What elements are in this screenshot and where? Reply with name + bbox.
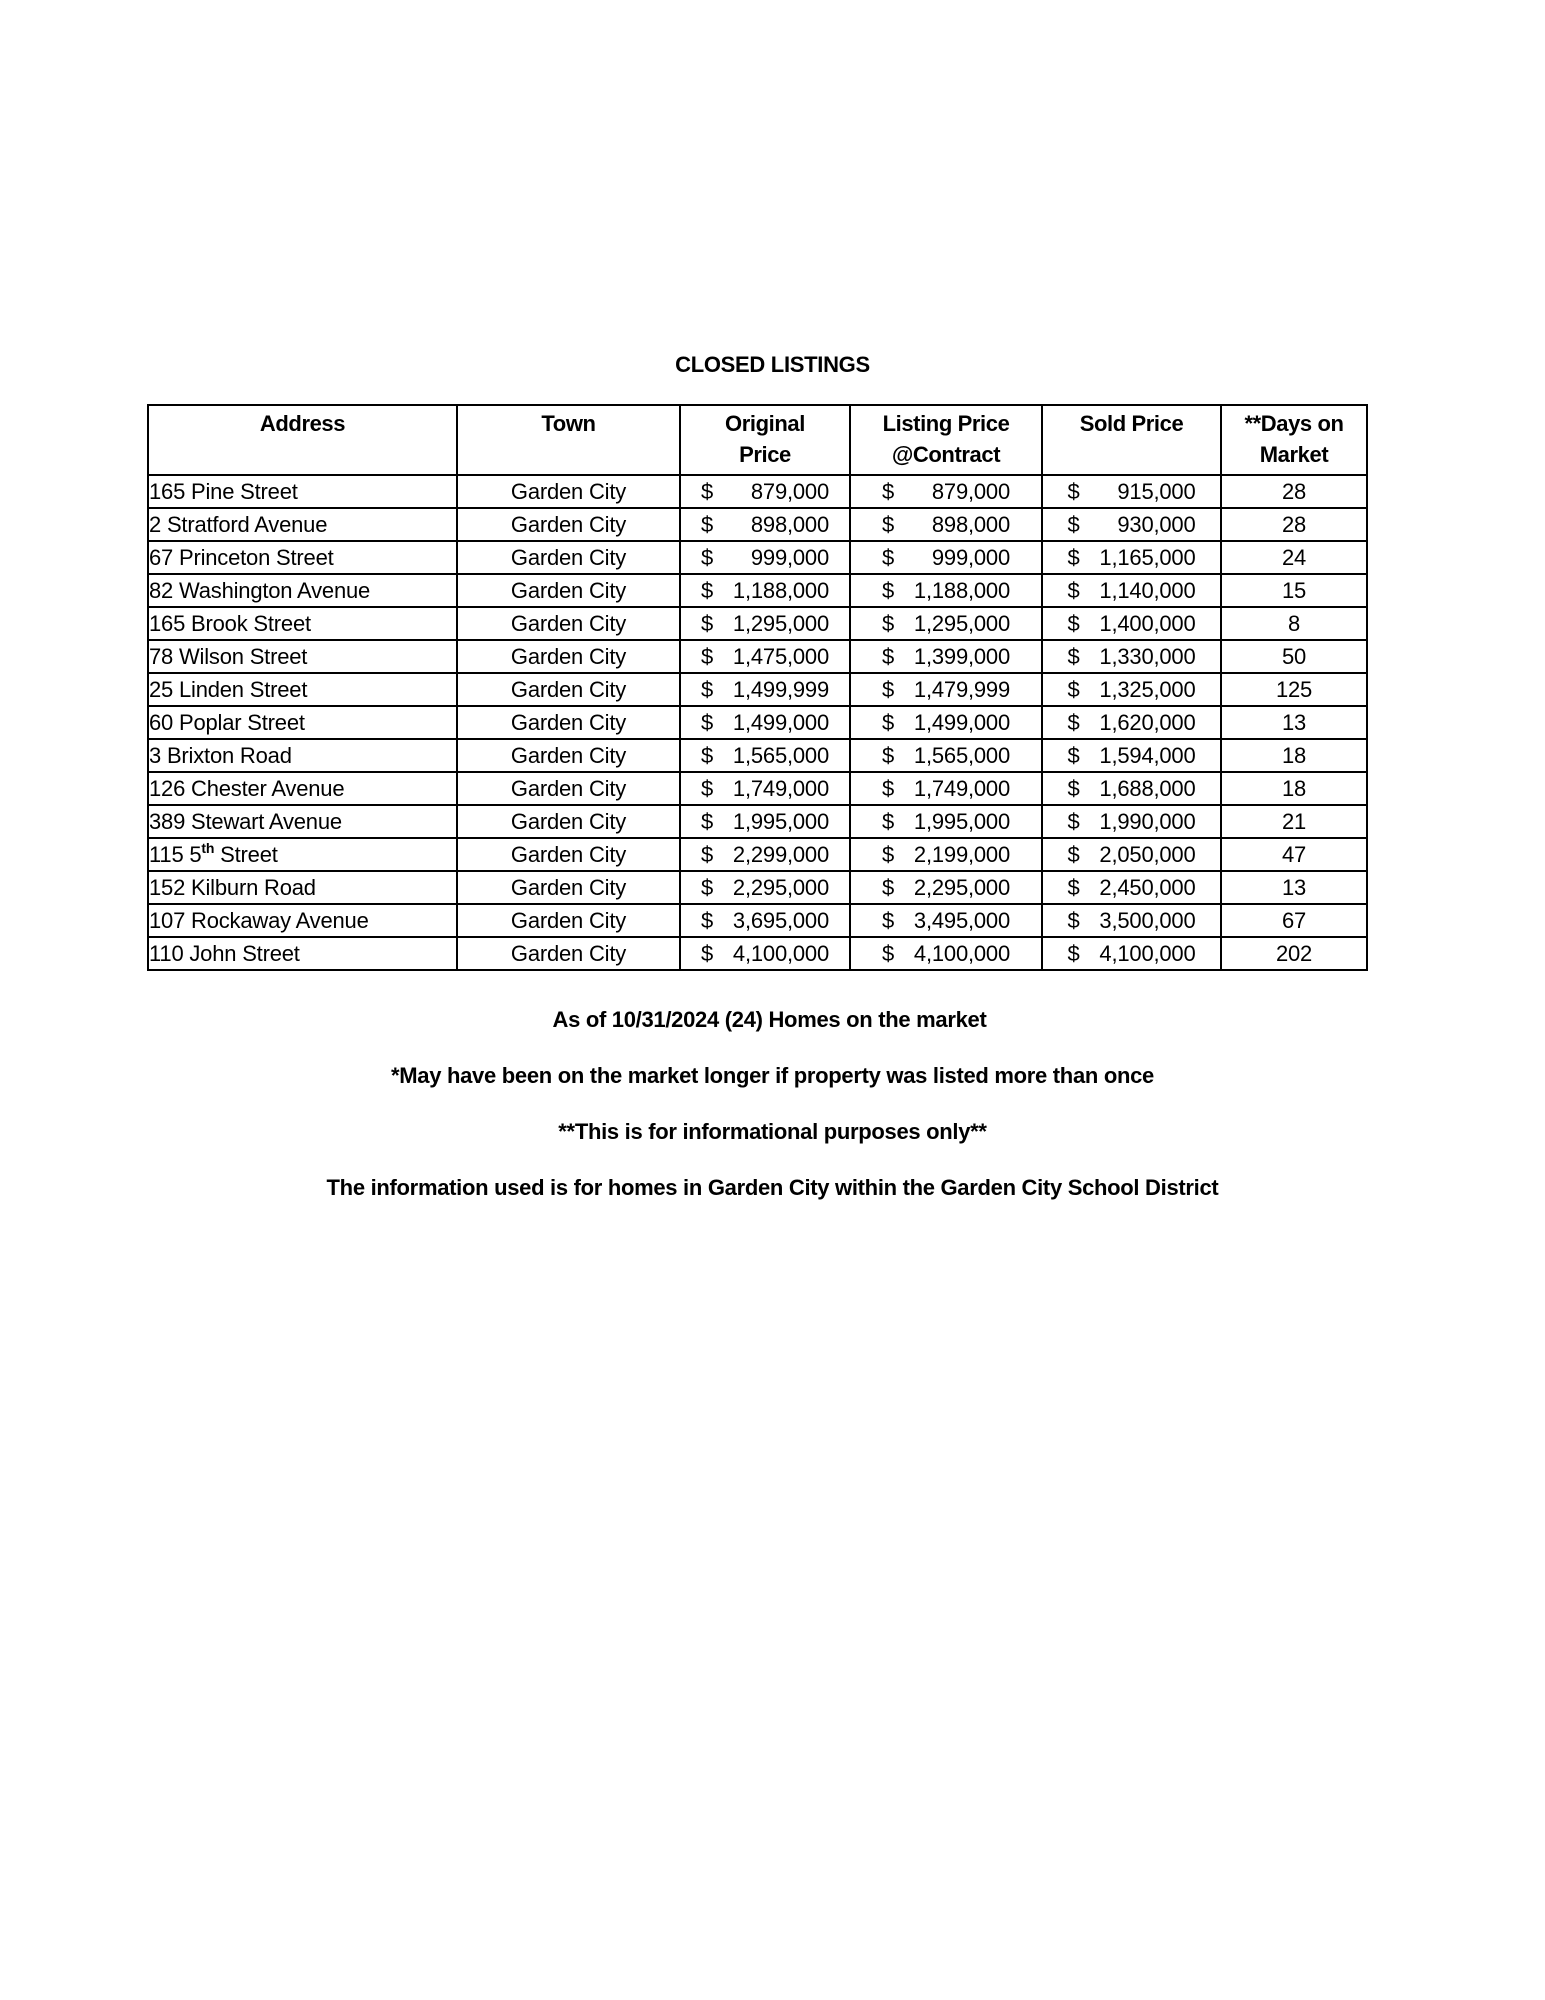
price-amount: 3,495,000 — [913, 908, 1010, 933]
address-text: 78 Wilson Street — [149, 644, 308, 669]
cell-original-price — [680, 871, 850, 904]
price-value — [1068, 608, 1196, 639]
currency-symbol: $ — [1067, 545, 1080, 570]
cell-sold-price — [1042, 673, 1221, 706]
cell-town: Garden City — [457, 574, 680, 607]
price-amount: 3,500,000 — [1099, 908, 1196, 933]
cell-days-on-market: 15 — [1221, 574, 1367, 607]
cell-town: Garden City — [457, 871, 680, 904]
closed-listings-table — [147, 404, 1368, 971]
price-value — [701, 641, 829, 672]
price-amount: 2,295,000 — [732, 875, 829, 900]
price-amount: 1,400,000 — [1099, 611, 1196, 636]
cell-days-on-market: 28 — [1221, 475, 1367, 508]
header-label: @Contract — [891, 442, 1001, 467]
currency-symbol: $ — [882, 941, 895, 966]
cell-days-on-market: 8 — [1221, 607, 1367, 640]
cell-listing-price — [850, 904, 1042, 937]
price-amount: 1,990,000 — [1099, 809, 1196, 834]
currency-symbol: $ — [882, 512, 895, 537]
price-amount: 2,299,000 — [732, 842, 829, 867]
currency-symbol: $ — [701, 545, 714, 570]
price-amount: 1,479,999 — [913, 677, 1010, 702]
currency-symbol: $ — [701, 809, 714, 834]
price-value — [1068, 839, 1196, 870]
table-row — [148, 475, 1367, 508]
table-row — [148, 937, 1367, 970]
price-value — [882, 872, 1010, 903]
currency-symbol: $ — [701, 908, 714, 933]
price-value — [882, 608, 1010, 639]
cell-days-on-market: 67 — [1221, 904, 1367, 937]
table-row — [148, 541, 1367, 574]
price-amount: 879,000 — [750, 479, 829, 504]
currency-symbol: $ — [882, 611, 895, 636]
price-value — [701, 740, 829, 771]
address-text: 107 Rockaway Avenue — [149, 908, 369, 933]
table-row — [148, 871, 1367, 904]
cell-sold-price — [1042, 772, 1221, 805]
price-value — [882, 575, 1010, 606]
currency-symbol: $ — [882, 644, 895, 669]
currency-symbol: $ — [701, 743, 714, 768]
cell-days-on-market: 18 — [1221, 739, 1367, 772]
price-amount: 1,565,000 — [732, 743, 829, 768]
price-amount: 915,000 — [1117, 479, 1196, 504]
price-amount: 1,165,000 — [1099, 545, 1196, 570]
table-row — [148, 772, 1367, 805]
price-value — [701, 575, 829, 606]
cell-listing-price — [850, 937, 1042, 970]
currency-symbol: $ — [1067, 710, 1080, 735]
price-amount: 1,995,000 — [913, 809, 1010, 834]
address-text: 165 Pine Street — [149, 479, 298, 504]
price-value — [701, 542, 829, 573]
price-value — [701, 608, 829, 639]
price-value — [882, 542, 1010, 573]
price-amount: 2,450,000 — [1099, 875, 1196, 900]
cell-sold-price — [1042, 805, 1221, 838]
header-label: Address — [259, 411, 346, 436]
table-row — [148, 607, 1367, 640]
cell-town: Garden City — [457, 673, 680, 706]
cell-address — [148, 673, 457, 706]
address-ordinal-suffix: th — [201, 840, 215, 856]
cell-listing-price — [850, 541, 1042, 574]
cell-original-price — [680, 508, 850, 541]
cell-original-price — [680, 607, 850, 640]
currency-symbol: $ — [882, 578, 895, 603]
currency-symbol: $ — [1067, 578, 1080, 603]
currency-symbol: $ — [1067, 479, 1080, 504]
header-label: Price — [739, 442, 791, 467]
price-value — [1068, 476, 1196, 507]
currency-symbol: $ — [882, 545, 895, 570]
price-value — [882, 773, 1010, 804]
cell-sold-price — [1042, 838, 1221, 871]
price-amount: 2,295,000 — [913, 875, 1010, 900]
cell-sold-price — [1042, 706, 1221, 739]
price-value — [882, 938, 1010, 969]
cell-listing-price — [850, 739, 1042, 772]
price-value — [1068, 707, 1196, 738]
price-amount: 1,594,000 — [1099, 743, 1196, 768]
cell-address — [148, 541, 457, 574]
price-amount: 1,749,000 — [732, 776, 829, 801]
currency-symbol: $ — [1067, 776, 1080, 801]
currency-symbol: $ — [1067, 908, 1080, 933]
currency-symbol: $ — [882, 875, 895, 900]
price-value — [701, 905, 829, 936]
table-row — [148, 904, 1367, 937]
column-header-original-price — [680, 405, 850, 475]
price-value — [701, 773, 829, 804]
cell-days-on-market: 24 — [1221, 541, 1367, 574]
cell-sold-price — [1042, 937, 1221, 970]
cell-listing-price — [850, 805, 1042, 838]
address-text: 67 Princeton Street — [149, 545, 334, 570]
cell-days-on-market: 18 — [1221, 772, 1367, 805]
cell-sold-price — [1042, 640, 1221, 673]
cell-address — [148, 475, 457, 508]
cell-town: Garden City — [457, 838, 680, 871]
price-value — [701, 938, 829, 969]
price-value — [1068, 872, 1196, 903]
cell-town: Garden City — [457, 541, 680, 574]
currency-symbol: $ — [882, 842, 895, 867]
page-title: CLOSED LISTINGS — [675, 352, 870, 377]
column-header-address — [148, 405, 457, 475]
price-amount: 879,000 — [931, 479, 1010, 504]
cell-town: Garden City — [457, 508, 680, 541]
price-value — [882, 839, 1010, 870]
currency-symbol: $ — [1067, 941, 1080, 966]
price-value — [1068, 905, 1196, 936]
table-row — [148, 508, 1367, 541]
currency-symbol: $ — [701, 611, 714, 636]
header-label: Market — [1259, 442, 1329, 467]
address-text: 389 Stewart Avenue — [149, 809, 342, 834]
cell-original-price — [680, 904, 850, 937]
table-row — [148, 640, 1367, 673]
price-amount: 2,050,000 — [1099, 842, 1196, 867]
cell-original-price — [680, 640, 850, 673]
price-value — [882, 641, 1010, 672]
cell-sold-price — [1042, 475, 1221, 508]
header-label: Sold Price — [1079, 411, 1184, 436]
cell-original-price — [680, 739, 850, 772]
currency-symbol: $ — [1067, 875, 1080, 900]
cell-original-price — [680, 706, 850, 739]
currency-symbol: $ — [882, 908, 895, 933]
cell-original-price — [680, 673, 850, 706]
currency-symbol: $ — [882, 710, 895, 735]
price-amount: 1,499,999 — [732, 677, 829, 702]
table-body — [148, 475, 1367, 970]
cell-days-on-market: 202 — [1221, 937, 1367, 970]
price-value — [701, 806, 829, 837]
cell-town: Garden City — [457, 475, 680, 508]
address-text-rest: Street — [214, 842, 278, 867]
market-count-note: As of 10/31/2024 (24) Homes on the market — [552, 1007, 987, 1032]
cell-listing-price — [850, 607, 1042, 640]
price-amount: 1,188,000 — [913, 578, 1010, 603]
cell-town: Garden City — [457, 706, 680, 739]
header-label: Original — [725, 411, 805, 436]
cell-address — [148, 739, 457, 772]
price-value — [882, 509, 1010, 540]
cell-town: Garden City — [457, 937, 680, 970]
price-value — [701, 476, 829, 507]
cell-address — [148, 772, 457, 805]
price-amount: 1,995,000 — [732, 809, 829, 834]
table-row — [148, 673, 1367, 706]
price-amount: 1,140,000 — [1099, 578, 1196, 603]
price-value — [701, 839, 829, 870]
price-amount: 1,475,000 — [732, 644, 829, 669]
currency-symbol: $ — [701, 875, 714, 900]
column-header-days-on-market — [1221, 405, 1367, 475]
currency-symbol: $ — [701, 644, 714, 669]
cell-sold-price — [1042, 739, 1221, 772]
currency-symbol: $ — [701, 578, 714, 603]
price-value — [882, 674, 1010, 705]
table-header-row — [148, 405, 1367, 475]
address-text: 115 5 — [149, 842, 202, 867]
cell-days-on-market: 125 — [1221, 673, 1367, 706]
currency-symbol: $ — [882, 479, 895, 504]
cell-original-price — [680, 805, 850, 838]
cell-original-price — [680, 772, 850, 805]
currency-symbol: $ — [1067, 842, 1080, 867]
price-value — [1068, 740, 1196, 771]
currency-symbol: $ — [882, 776, 895, 801]
cell-listing-price — [850, 475, 1042, 508]
column-header-town — [457, 405, 680, 475]
address-text: 165 Brook Street — [149, 611, 311, 636]
price-amount: 1,188,000 — [732, 578, 829, 603]
cell-sold-price — [1042, 574, 1221, 607]
cell-address — [148, 508, 457, 541]
cell-address — [148, 607, 457, 640]
price-value — [882, 476, 1010, 507]
cell-original-price — [680, 541, 850, 574]
cell-town: Garden City — [457, 904, 680, 937]
cell-original-price — [680, 574, 850, 607]
informational-note: **This is for informational purposes only** — [558, 1119, 987, 1144]
cell-days-on-market: 13 — [1221, 871, 1367, 904]
currency-symbol: $ — [701, 710, 714, 735]
currency-symbol: $ — [1067, 611, 1080, 636]
cell-town: Garden City — [457, 772, 680, 805]
cell-address — [148, 838, 457, 871]
price-amount: 1,399,000 — [913, 644, 1010, 669]
cell-address — [148, 805, 457, 838]
cell-listing-price — [850, 673, 1042, 706]
currency-symbol: $ — [1067, 677, 1080, 702]
currency-symbol: $ — [701, 776, 714, 801]
price-amount: 930,000 — [1117, 512, 1196, 537]
price-value — [1068, 674, 1196, 705]
table-row — [148, 706, 1367, 739]
column-header-sold-price — [1042, 405, 1221, 475]
currency-symbol: $ — [701, 479, 714, 504]
price-value — [701, 674, 829, 705]
currency-symbol: $ — [1067, 512, 1080, 537]
address-text: 82 Washington Avenue — [149, 578, 371, 603]
price-amount: 999,000 — [931, 545, 1010, 570]
price-amount: 1,295,000 — [732, 611, 829, 636]
currency-symbol: $ — [701, 941, 714, 966]
cell-address — [148, 871, 457, 904]
cell-sold-price — [1042, 607, 1221, 640]
cell-sold-price — [1042, 871, 1221, 904]
currency-symbol: $ — [1067, 809, 1080, 834]
price-value — [882, 707, 1010, 738]
cell-address — [148, 706, 457, 739]
price-value — [1068, 806, 1196, 837]
currency-symbol: $ — [701, 512, 714, 537]
cell-address — [148, 640, 457, 673]
price-amount: 1,749,000 — [913, 776, 1010, 801]
cell-listing-price — [850, 838, 1042, 871]
price-amount: 1,325,000 — [1099, 677, 1196, 702]
address-text: 3 Brixton Road — [149, 743, 292, 768]
cell-listing-price — [850, 508, 1042, 541]
currency-symbol: $ — [882, 677, 895, 702]
address-text: 152 Kilburn Road — [149, 875, 316, 900]
price-amount: 1,499,000 — [732, 710, 829, 735]
price-amount: 3,695,000 — [732, 908, 829, 933]
cell-original-price — [680, 475, 850, 508]
price-amount: 1,330,000 — [1099, 644, 1196, 669]
cell-town: Garden City — [457, 640, 680, 673]
price-amount: 1,620,000 — [1099, 710, 1196, 735]
cell-days-on-market: 47 — [1221, 838, 1367, 871]
cell-days-on-market: 28 — [1221, 508, 1367, 541]
address-text: 126 Chester Avenue — [149, 776, 345, 801]
cell-listing-price — [850, 640, 1042, 673]
cell-town: Garden City — [457, 607, 680, 640]
cell-sold-price — [1042, 904, 1221, 937]
table-row — [148, 574, 1367, 607]
currency-symbol: $ — [1067, 644, 1080, 669]
price-value — [1068, 509, 1196, 540]
column-header-listing-price — [850, 405, 1042, 475]
price-value — [1068, 938, 1196, 969]
price-value — [1068, 542, 1196, 573]
cell-sold-price — [1042, 541, 1221, 574]
table-row — [148, 805, 1367, 838]
district-note: The information used is for homes in Garden City within the Garden City School District — [326, 1175, 1219, 1200]
cell-listing-price — [850, 772, 1042, 805]
cell-town: Garden City — [457, 739, 680, 772]
address-text: 25 Linden Street — [149, 677, 308, 702]
days-disclaimer-note: *May have been on the market longer if property was listed more than once — [391, 1063, 1154, 1088]
cell-original-price — [680, 937, 850, 970]
price-value — [882, 806, 1010, 837]
currency-symbol: $ — [701, 842, 714, 867]
price-amount: 1,688,000 — [1099, 776, 1196, 801]
price-value — [1068, 773, 1196, 804]
cell-days-on-market: 21 — [1221, 805, 1367, 838]
price-amount: 999,000 — [750, 545, 829, 570]
cell-listing-price — [850, 574, 1042, 607]
price-value — [701, 707, 829, 738]
price-amount: 2,199,000 — [913, 842, 1010, 867]
price-value — [1068, 641, 1196, 672]
cell-days-on-market: 50 — [1221, 640, 1367, 673]
price-value — [701, 872, 829, 903]
currency-symbol: $ — [1067, 743, 1080, 768]
cell-address — [148, 904, 457, 937]
cell-original-price — [680, 838, 850, 871]
address-text: 2 Stratford Avenue — [149, 512, 328, 537]
header-label: **Days on — [1244, 411, 1344, 436]
cell-town: Garden City — [457, 805, 680, 838]
price-amount: 898,000 — [931, 512, 1010, 537]
cell-address — [148, 574, 457, 607]
address-text: 60 Poplar Street — [149, 710, 305, 735]
currency-symbol: $ — [882, 809, 895, 834]
price-amount: 1,565,000 — [913, 743, 1010, 768]
table-row — [148, 739, 1367, 772]
price-amount: 4,100,000 — [913, 941, 1010, 966]
header-label: Town — [541, 411, 596, 436]
price-amount: 4,100,000 — [732, 941, 829, 966]
currency-symbol: $ — [882, 743, 895, 768]
address-text: 110 John Street — [149, 941, 300, 966]
price-value — [1068, 575, 1196, 606]
cell-listing-price — [850, 706, 1042, 739]
price-amount: 4,100,000 — [1099, 941, 1196, 966]
cell-address — [148, 937, 457, 970]
header-label: Listing Price — [882, 411, 1010, 436]
price-amount: 1,295,000 — [913, 611, 1010, 636]
cell-sold-price — [1042, 508, 1221, 541]
table-row — [148, 838, 1367, 871]
price-amount: 1,499,000 — [913, 710, 1010, 735]
currency-symbol: $ — [701, 677, 714, 702]
price-value — [882, 740, 1010, 771]
cell-listing-price — [850, 871, 1042, 904]
price-value — [882, 905, 1010, 936]
price-amount: 898,000 — [750, 512, 829, 537]
price-value — [701, 509, 829, 540]
cell-days-on-market: 13 — [1221, 706, 1367, 739]
